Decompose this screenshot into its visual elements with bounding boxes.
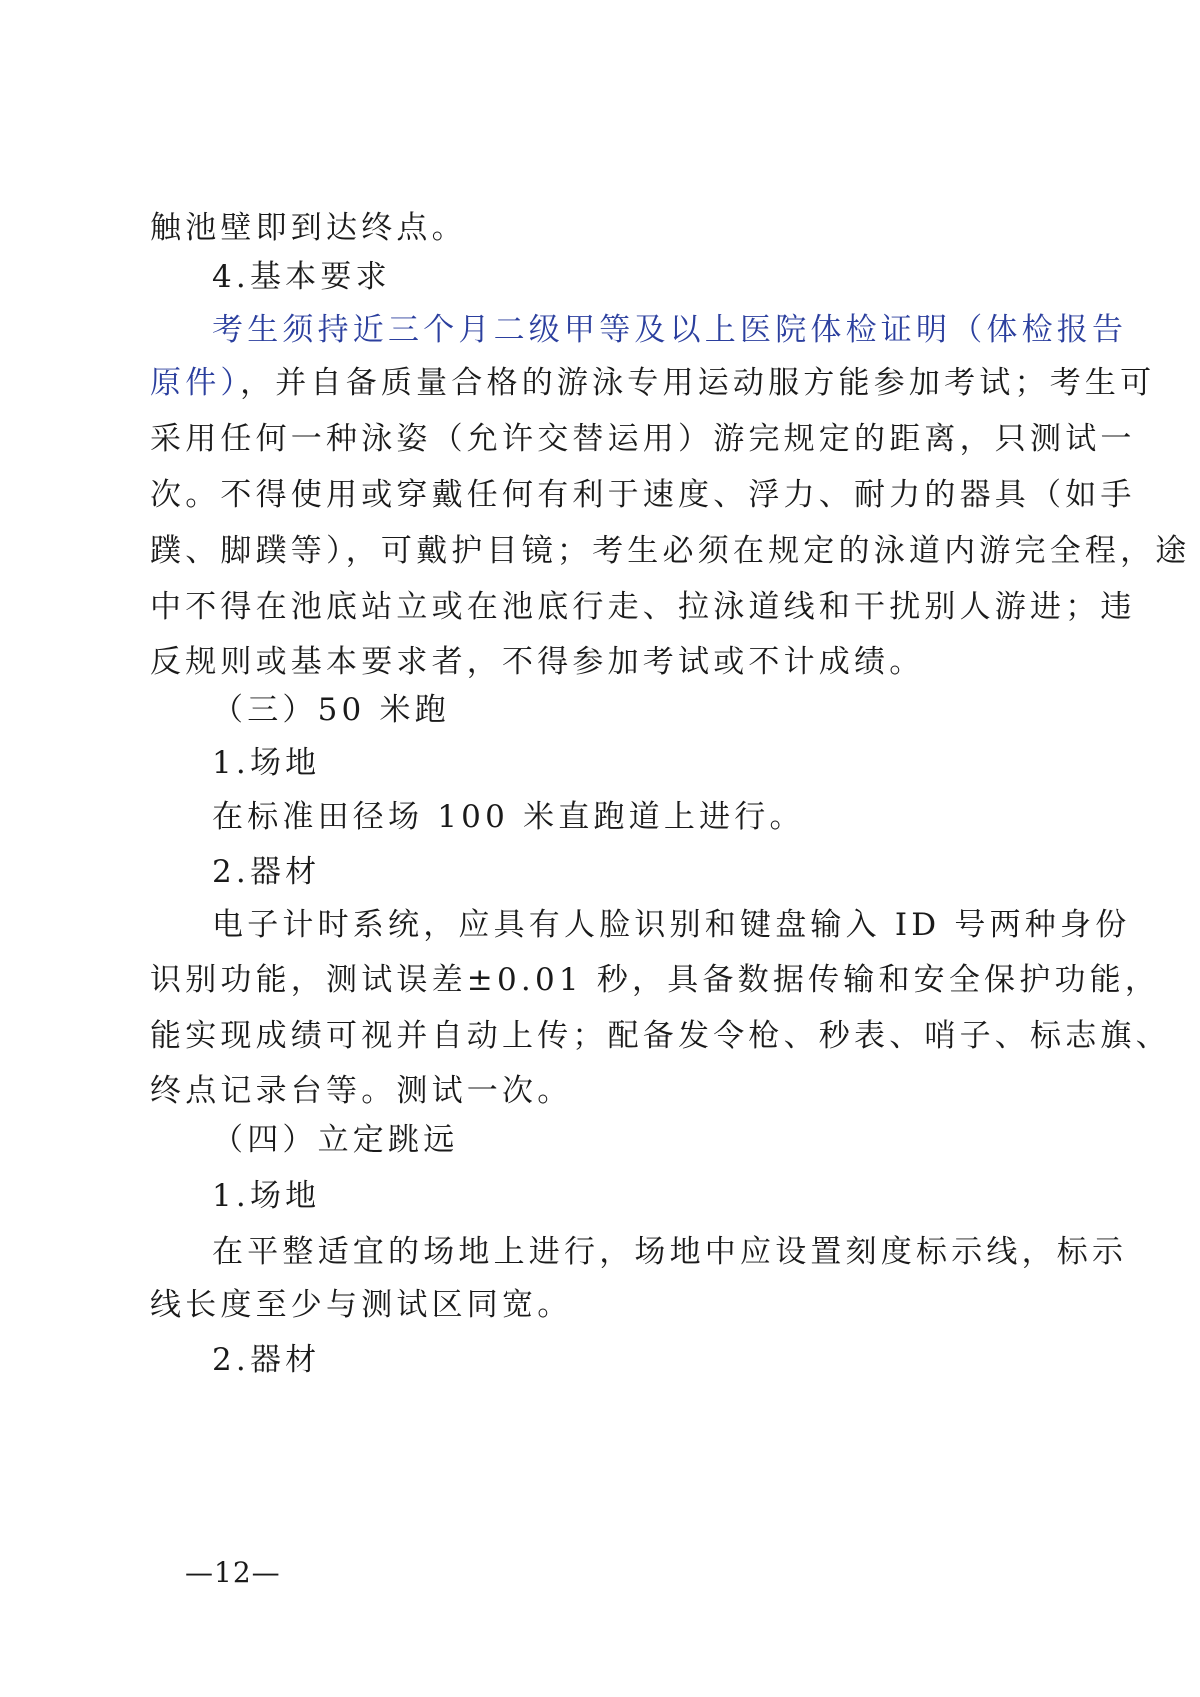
paragraph-line bbox=[150, 363, 1155, 403]
paragraph-line: 次。不得使用或穿戴任何有利于速度、浮力、耐力的器具（如手 bbox=[150, 477, 1136, 513]
paragraph-line: 蹼、脚蹼等），可戴护目镜；考生必须在规定的泳道内游完全程，途 bbox=[150, 533, 1191, 569]
subsection-heading: 2.器材 bbox=[212, 1342, 321, 1378]
paragraph-line: 触池壁即到达终点。 bbox=[150, 210, 467, 246]
subsection-heading: 2.器材 bbox=[212, 854, 321, 890]
paragraph-line: 在标准田径场 100 米直跑道上进行。 bbox=[212, 799, 805, 835]
subsection-heading: 1.场地 bbox=[212, 1178, 321, 1214]
paragraph-line: 中不得在池底站立或在池底行走、拉泳道线和干扰别人游进；违 bbox=[150, 589, 1136, 625]
paragraph-line: 终点记录台等。测试一次。 bbox=[150, 1073, 573, 1109]
highlighted-text-line: 考生须持近三个月二级甲等及以上医院体检证明（体检报告 bbox=[212, 312, 1128, 348]
subsection-heading: 1.场地 bbox=[212, 745, 321, 781]
paragraph-line: 反规则或基本要求者，不得参加考试或不计成绩。 bbox=[150, 644, 925, 680]
paragraph-line: 采用任何一种泳姿（允许交替运用）游完规定的距离，只测试一 bbox=[150, 421, 1136, 457]
paragraph-line: 电子计时系统，应具有人脸识别和键盘输入 ID 号两种身份 bbox=[212, 907, 1131, 943]
paragraph-line: 识别功能，测试误差±0.01 秒，具备数据传输和安全保护功能， bbox=[150, 962, 1161, 998]
paragraph-line: 能实现成绩可视并自动上传；配备发令枪、秒表、哨子、标志旗、 bbox=[150, 1018, 1171, 1054]
paragraph-line: 线长度至少与测试区同宽。 bbox=[150, 1287, 573, 1323]
highlighted-text: 原件） bbox=[150, 365, 241, 401]
section-heading: （三）50 米跑 bbox=[212, 692, 450, 728]
paragraph-text: ，并自备质量合格的游泳专用运动服方能参加考试；考生可 bbox=[240, 365, 1156, 401]
section-heading: 4.基本要求 bbox=[212, 259, 391, 295]
page-number: —12— bbox=[185, 1556, 281, 1589]
paragraph-line: 在平整适宜的场地上进行，场地中应设置刻度标示线，标示 bbox=[212, 1234, 1128, 1270]
section-heading: （四）立定跳远 bbox=[212, 1122, 459, 1158]
